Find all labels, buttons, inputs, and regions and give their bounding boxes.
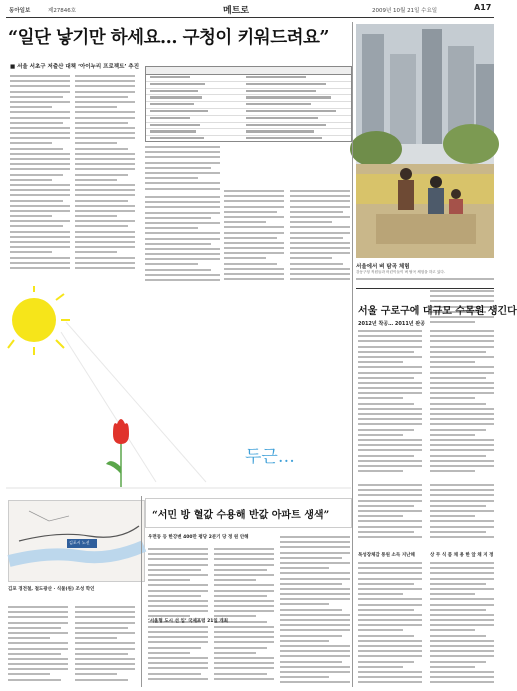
data-table <box>145 66 352 142</box>
illustration <box>6 292 351 492</box>
sidebar-column-text <box>145 196 220 286</box>
map-story-heading: 김포 경전철, 철도광산 · 식물(원) 조성 학인 <box>8 587 95 592</box>
column-rule-bottom-left <box>141 496 142 687</box>
right-story-rule <box>356 288 494 289</box>
right-story-col-2 <box>430 330 494 480</box>
right-bottom-col-2 <box>430 562 494 688</box>
top-story-column-3 <box>224 190 284 285</box>
top-story-column-4 <box>290 190 350 285</box>
route-map <box>8 500 145 582</box>
masthead-rule <box>6 17 494 18</box>
photo-caption-title: 서울에서 벼 탐곡 체험 <box>356 264 410 270</box>
sidebar-bold-text <box>145 146 220 196</box>
bottom-col-1 <box>8 606 68 688</box>
bottom-col-2 <box>75 606 135 688</box>
top-story-column-2 <box>75 75 135 275</box>
illustration-label: 두근… <box>245 447 295 467</box>
right-sub-2: 목성장체감 통원 소득 지난해 <box>358 553 415 558</box>
paper-name: 동아일보 <box>9 8 31 14</box>
right-lower-col-1 <box>358 484 422 544</box>
right-story-col-1 <box>358 330 422 480</box>
top-kicker: ■ 서울 서초구 저출산 대책 ‘아이누리 프로젝트’ 추진 <box>10 64 140 70</box>
photo-caption: 강동구청 직원들과 어린이들이 벼 탈곡 체험을 하고 있다. <box>356 270 445 274</box>
top-headline: “일단 낳기만 하세요… 구청이 키워드려요” <box>8 28 329 48</box>
issue-date: 2009년 10월 21일 수요일 <box>372 8 438 14</box>
top-story-column-1 <box>10 75 70 275</box>
photo-caption-lines <box>356 278 494 288</box>
right-bottom-col-1 <box>358 562 422 688</box>
right-sub-1: 2012년 착공… 2011년 완공 <box>358 321 426 327</box>
map-label: 김포시 노선 <box>69 540 90 545</box>
mid-headline: “서민 방 혈값 수용해 반값 아파트 생색” <box>152 510 330 521</box>
right-headline: 서울 구로구에 대규모 수목원 생긴다 <box>358 306 517 317</box>
right-lower-col-2 <box>430 484 494 544</box>
mid-col-3 <box>280 536 350 688</box>
right-sub-3: 상 무 식 품 채 용 한 앞 채 지 정 <box>430 553 494 558</box>
mid-sub-1: 우면동 등 한강변 400만 평당 2분기 당 정 원 안해 <box>148 535 249 540</box>
section-title: 메트로 <box>223 6 250 16</box>
news-photo <box>356 24 494 258</box>
page-number: A17 <box>474 3 492 12</box>
mid-sub-2: ‘서울형 도시 선 입’ 국제포럼 21일 개최 <box>148 619 228 624</box>
issue-number: 제27846호 <box>48 8 77 14</box>
column-rule-right <box>352 22 353 687</box>
